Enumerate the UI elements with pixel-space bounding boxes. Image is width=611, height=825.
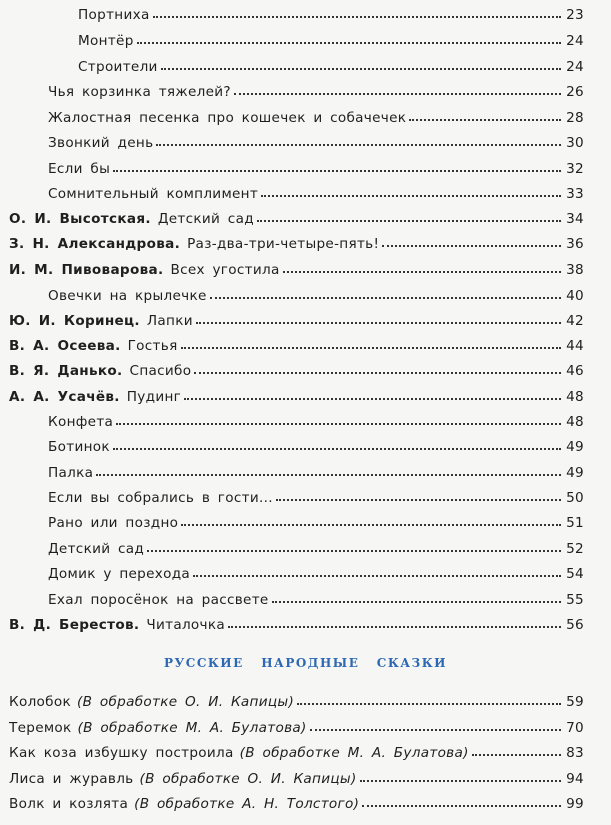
entry-title: Как коза избушку построила (9, 745, 234, 761)
page-number: 32 (566, 161, 584, 177)
entry-title: Спасибо (129, 363, 192, 379)
page-number: 70 (566, 720, 584, 736)
page-number: 56 (566, 617, 584, 633)
toc-row (9, 236, 584, 258)
dot-leader (257, 220, 561, 222)
tales-row (9, 720, 584, 742)
entry-title: Теремок (9, 720, 72, 736)
entry-title: Жалостная песенка про кошечек и собачечек (48, 110, 407, 126)
dot-leader (382, 245, 561, 247)
dot-leader (153, 16, 561, 18)
page-number: 40 (566, 288, 584, 304)
toc-row (48, 490, 584, 512)
toc-row (48, 84, 584, 106)
dot-leader (472, 754, 561, 756)
entry-title: Если бы (48, 161, 111, 177)
entry-title: Конфета (48, 414, 114, 430)
entry-title: Сомнительный комплимент (48, 186, 259, 202)
entry-note: (В обработке А. Н. Толстого) (134, 796, 360, 812)
entry-title: Лапки (146, 313, 193, 329)
toc-row (48, 110, 584, 132)
tales-row (9, 694, 584, 716)
dot-leader (210, 297, 561, 299)
author-name: В. Д. Берестов. (9, 617, 140, 633)
page-number: 99 (566, 796, 584, 812)
dot-leader (234, 93, 561, 95)
toc-row (48, 288, 584, 310)
toc-row (48, 186, 584, 208)
entry-title: Монтёр (78, 33, 134, 49)
entry-note: (В обработке М. А. Булатова) (77, 720, 307, 736)
dot-leader (147, 550, 561, 552)
page-number: 49 (566, 465, 584, 481)
page-number: 38 (566, 262, 584, 278)
dot-leader (116, 423, 561, 425)
entry-title: Звонкий день (48, 135, 154, 151)
dot-leader (181, 524, 561, 526)
tales-row (9, 771, 584, 793)
toc-row (48, 566, 584, 588)
entry-title: Ехал поросёнок на рассвете (48, 592, 269, 608)
dot-leader (360, 780, 561, 782)
entry-title: Палка (48, 465, 94, 481)
dot-leader (272, 601, 561, 603)
entry-title: Лиса и журавль (9, 771, 134, 787)
dot-leader (181, 347, 561, 349)
dot-leader (261, 195, 561, 197)
page-number: 44 (566, 338, 584, 354)
toc-row (48, 135, 584, 157)
toc-row (48, 161, 584, 183)
toc-row (9, 313, 584, 335)
entry-title: Если вы собрались в гости... (48, 490, 273, 506)
dot-leader (196, 322, 561, 324)
toc-row (78, 59, 584, 81)
page-number: 46 (566, 363, 584, 379)
tales-row (9, 796, 584, 818)
toc-row (9, 211, 584, 233)
page-number: 34 (566, 211, 584, 227)
toc-row (9, 262, 584, 284)
entry-title: Домик у перехода (48, 566, 191, 582)
author-name: И. М. Пивоварова. (9, 262, 164, 278)
toc-row (9, 389, 584, 411)
page-number: 50 (566, 490, 584, 506)
page-number: 83 (566, 745, 584, 761)
dot-leader (113, 448, 561, 450)
toc-row (9, 338, 584, 360)
page-number: 59 (566, 694, 584, 710)
dot-leader (184, 398, 561, 400)
page-number: 48 (566, 389, 584, 405)
page-number: 28 (566, 110, 584, 126)
entry-title: Колобок (9, 694, 71, 710)
author-name: О. И. Высотская. (9, 211, 151, 227)
dot-leader (409, 119, 561, 121)
page-number: 24 (566, 59, 584, 75)
page-number: 30 (566, 135, 584, 151)
entry-title: Пудинг (126, 389, 182, 405)
dot-leader (113, 170, 561, 172)
toc-row (48, 515, 584, 537)
toc-row (48, 465, 584, 487)
entry-note: (В обработке О. И. Капицы) (76, 694, 295, 710)
tales-row (9, 745, 584, 767)
dot-leader (193, 575, 561, 577)
dot-leader (283, 271, 561, 273)
toc-row (9, 617, 584, 639)
toc-row (78, 33, 584, 55)
entry-note: (В обработке М. А. Булатова) (239, 745, 469, 761)
page-number: 48 (566, 414, 584, 430)
entry-note: (В обработке О. И. Капицы) (139, 771, 357, 787)
page-number: 54 (566, 566, 584, 582)
entry-title: Волк и козлята (9, 796, 129, 812)
page-number: 36 (566, 236, 584, 252)
entry-title: Портниха (78, 7, 150, 23)
dot-leader (310, 729, 561, 731)
toc-row (78, 7, 584, 29)
dot-leader (276, 499, 561, 501)
author-name: Ю. И. Коринец. (9, 313, 140, 329)
page-number: 49 (566, 439, 584, 455)
author-name: З. Н. Александрова. (9, 236, 181, 252)
page-number: 24 (566, 33, 584, 49)
toc-row (48, 414, 584, 436)
entry-title: Строители (78, 59, 158, 75)
toc-row (48, 592, 584, 614)
entry-title: Чья корзинка тяжелей? (48, 84, 231, 100)
page-number: 52 (566, 541, 584, 557)
author-name: В. Я. Данько. (9, 363, 123, 379)
entry-title: Рано или поздно (48, 515, 179, 531)
author-name: В. А. Осеева. (9, 338, 121, 354)
page-number: 42 (566, 313, 584, 329)
dot-leader (156, 144, 561, 146)
page-number: 51 (566, 515, 584, 531)
page-number: 33 (566, 186, 584, 202)
dot-leader (228, 626, 561, 628)
entry-title: Раз-два-три-четыре-пять! (187, 236, 380, 252)
page-number: 26 (566, 84, 584, 100)
entry-title: Овечки на крылечке (48, 288, 207, 304)
dot-leader (297, 703, 561, 705)
entry-title: Детский сад (157, 211, 254, 227)
dot-leader (194, 372, 561, 374)
entry-title: Ботинок (48, 439, 110, 455)
entry-title: Всех угостила (170, 262, 280, 278)
dot-leader (137, 42, 561, 44)
author-name: А. А. Усачёв. (9, 389, 120, 405)
toc-row (9, 363, 584, 385)
entry-title: Детский сад (48, 541, 145, 557)
page-number: 94 (566, 771, 584, 787)
section-heading: русские народные сказки (164, 652, 447, 672)
toc-row (48, 541, 584, 563)
entry-title: Гостья (127, 338, 178, 354)
page-number: 23 (566, 7, 584, 23)
toc-row (48, 439, 584, 461)
dot-leader (96, 474, 561, 476)
dot-leader (161, 68, 561, 70)
entry-title: Читалочка (146, 617, 226, 633)
dot-leader (362, 805, 561, 807)
page-number: 55 (566, 592, 584, 608)
